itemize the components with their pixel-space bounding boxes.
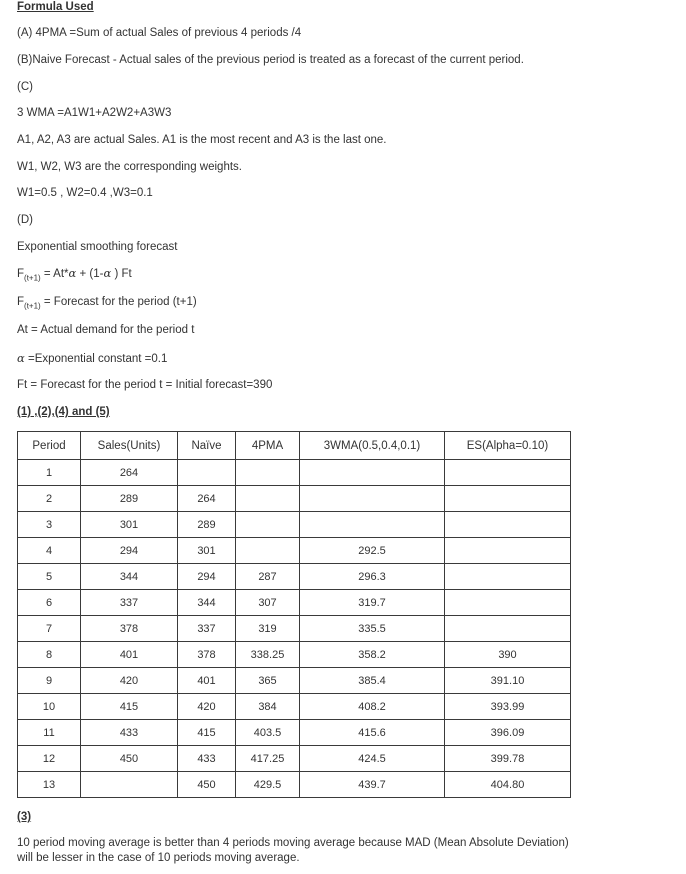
cell-period: 1 <box>18 460 81 486</box>
table-header-row <box>18 432 571 460</box>
es-formula-f: F <box>17 268 25 280</box>
cell-naive: 420 <box>178 694 236 720</box>
table-row <box>18 460 571 486</box>
header-es: ES(Alpha=0.10) <box>445 432 571 460</box>
cell-es <box>445 486 571 512</box>
table-row <box>18 746 571 772</box>
cell-naive: 337 <box>178 616 236 642</box>
alpha-symbol: α <box>103 266 112 280</box>
cell-period: 2 <box>18 486 81 512</box>
cell-3wma: 439.7 <box>300 772 445 798</box>
alpha-symbol: α <box>68 266 77 280</box>
table-row <box>18 668 571 694</box>
cell-3wma <box>300 512 445 538</box>
table-row <box>18 694 571 720</box>
cell-naive <box>178 460 236 486</box>
table-row <box>18 720 571 746</box>
table-row <box>18 642 571 668</box>
cell-sales: 378 <box>81 616 178 642</box>
cell-3wma <box>300 460 445 486</box>
cell-period: 10 <box>18 694 81 720</box>
wma-weight-values: W1=0.5 , W2=0.4 ,W3=0.1 <box>17 187 153 199</box>
header-naive: Naïve <box>178 432 236 460</box>
cell-naive: 378 <box>178 642 236 668</box>
cell-3wma: 415.6 <box>300 720 445 746</box>
header-period: Period <box>18 432 81 460</box>
cell-4pma: 307 <box>236 590 300 616</box>
label-c: (C) <box>17 81 33 93</box>
cell-3wma: 292.5 <box>300 538 445 564</box>
cell-3wma: 385.4 <box>300 668 445 694</box>
cell-4pma: 338.25 <box>236 642 300 668</box>
cell-sales: 450 <box>81 746 178 772</box>
formula-4pma: (A) 4PMA =Sum of actual Sales of previous 4 periods /4 <box>17 27 302 39</box>
cell-4pma <box>236 512 300 538</box>
es-def-forecast <box>17 295 197 313</box>
header-sales: Sales(Units) <box>81 432 178 460</box>
forecast-table <box>17 431 571 798</box>
conclusion-text: 10 period moving average is better than 4 periods moving average because MAD (Mean Absolute Deviation) will be lesser in the case of 10 periods moving average. <box>17 837 569 864</box>
table-row <box>18 486 571 512</box>
es-def-text: = Forecast for the period (t+1) <box>40 296 197 308</box>
alpha-symbol: α <box>17 351 25 365</box>
cell-es: 390 <box>445 642 571 668</box>
cell-naive: 401 <box>178 668 236 694</box>
es-def-alpha <box>17 351 167 366</box>
es-def-f: F <box>17 296 25 308</box>
es-def-alpha-text: =Exponential constant =0.1 <box>24 353 168 365</box>
cell-es <box>445 460 571 486</box>
es-formula-eq: = At* <box>40 268 69 280</box>
cell-period: 4 <box>18 538 81 564</box>
table-row <box>18 616 571 642</box>
cell-es: 404.80 <box>445 772 571 798</box>
cell-sales: 344 <box>81 564 178 590</box>
es-title: Exponential smoothing forecast <box>17 241 178 253</box>
cell-period: 11 <box>18 720 81 746</box>
header-3wma: 3WMA(0.5,0.4,0.1) <box>300 432 445 460</box>
cell-es <box>445 512 571 538</box>
cell-4pma: 319 <box>236 616 300 642</box>
cell-sales: 264 <box>81 460 178 486</box>
es-formula-sub: (t+1) <box>24 273 41 283</box>
page-title: Formula Used <box>17 1 94 13</box>
es-formula-end: ) Ft <box>111 268 132 280</box>
label-d: (D) <box>17 214 33 226</box>
cell-3wma: 358.2 <box>300 642 445 668</box>
cell-sales: 415 <box>81 694 178 720</box>
table-row <box>18 512 571 538</box>
table-row <box>18 564 571 590</box>
cell-naive: 264 <box>178 486 236 512</box>
cell-4pma: 403.5 <box>236 720 300 746</box>
cell-4pma <box>236 486 300 512</box>
es-formula-mid: + (1- <box>76 268 104 280</box>
cell-3wma <box>300 486 445 512</box>
cell-4pma <box>236 538 300 564</box>
cell-es <box>445 564 571 590</box>
cell-4pma: 365 <box>236 668 300 694</box>
cell-4pma: 287 <box>236 564 300 590</box>
cell-naive: 294 <box>178 564 236 590</box>
cell-naive: 450 <box>178 772 236 798</box>
cell-es: 396.09 <box>445 720 571 746</box>
wma-note-weights: W1, W2, W3 are the corresponding weights. <box>17 161 242 173</box>
formula-3wma: 3 WMA =A1W1+A2W2+A3W3 <box>17 107 172 119</box>
cell-sales: 289 <box>81 486 178 512</box>
parts-heading: (1) ,(2),(4) and (5) <box>17 406 110 418</box>
cell-naive: 289 <box>178 512 236 538</box>
header-4pma: 4PMA <box>236 432 300 460</box>
cell-es <box>445 538 571 564</box>
wma-note-actuals: A1, A2, A3 are actual Sales. A1 is the most recent and A3 is the last one. <box>17 134 387 146</box>
cell-sales: 401 <box>81 642 178 668</box>
cell-es <box>445 590 571 616</box>
cell-es: 391.10 <box>445 668 571 694</box>
cell-period: 12 <box>18 746 81 772</box>
cell-sales: 294 <box>81 538 178 564</box>
cell-3wma: 408.2 <box>300 694 445 720</box>
table-row <box>18 590 571 616</box>
es-def-actual: At = Actual demand for the period t <box>17 324 195 336</box>
cell-naive: 433 <box>178 746 236 772</box>
cell-4pma <box>236 460 300 486</box>
cell-4pma: 417.25 <box>236 746 300 772</box>
es-def-sub: (t+1) <box>24 301 41 311</box>
cell-period: 6 <box>18 590 81 616</box>
formula-naive: (B)Naive Forecast - Actual sales of the previous period is treated as a forecast of the current period. <box>17 54 524 66</box>
cell-naive: 344 <box>178 590 236 616</box>
table-row <box>18 772 571 798</box>
cell-3wma: 319.7 <box>300 590 445 616</box>
cell-sales: 337 <box>81 590 178 616</box>
cell-naive: 415 <box>178 720 236 746</box>
cell-sales: 420 <box>81 668 178 694</box>
cell-period: 9 <box>18 668 81 694</box>
table-row <box>18 538 571 564</box>
cell-es: 399.78 <box>445 746 571 772</box>
cell-period: 3 <box>18 512 81 538</box>
cell-3wma: 296.3 <box>300 564 445 590</box>
cell-period: 5 <box>18 564 81 590</box>
part3-heading: (3) <box>17 811 32 823</box>
cell-4pma: 384 <box>236 694 300 720</box>
cell-period: 13 <box>18 772 81 798</box>
cell-sales: 433 <box>81 720 178 746</box>
es-def-ft: Ft = Forecast for the period t = Initial forecast=390 <box>17 379 273 391</box>
cell-period: 7 <box>18 616 81 642</box>
cell-naive: 301 <box>178 538 236 564</box>
cell-3wma: 424.5 <box>300 746 445 772</box>
cell-period: 8 <box>18 642 81 668</box>
cell-4pma: 429.5 <box>236 772 300 798</box>
cell-es: 393.99 <box>445 694 571 720</box>
es-formula <box>17 266 132 285</box>
cell-3wma: 335.5 <box>300 616 445 642</box>
cell-es <box>445 616 571 642</box>
cell-sales <box>81 772 178 798</box>
cell-sales: 301 <box>81 512 178 538</box>
